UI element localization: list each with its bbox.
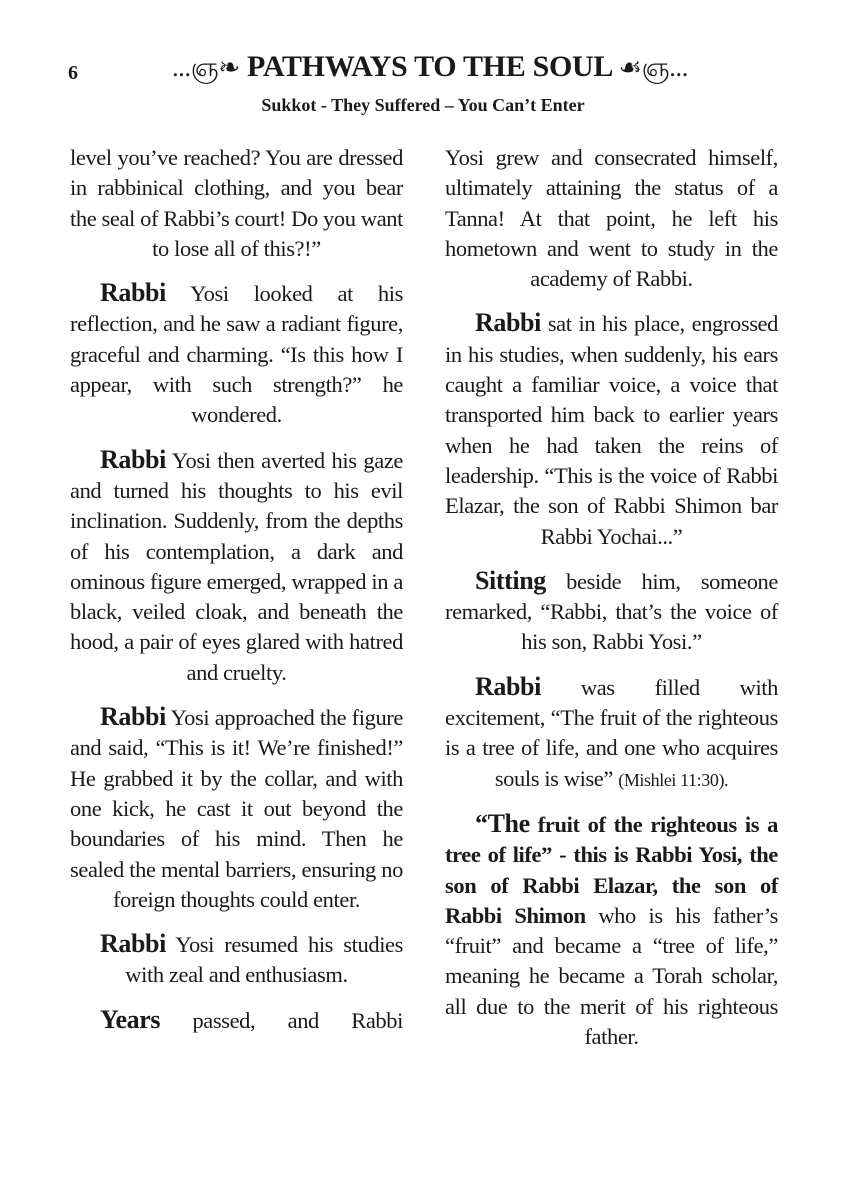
paragraph xyxy=(445,672,778,795)
lead-word: Rabbi xyxy=(100,702,166,732)
lead-word: Sitting xyxy=(475,565,546,595)
lead-word: Rabbi xyxy=(100,929,166,959)
paragraph-text: beside him, someone remarked, “Rabbi, that’s the voice of his son, Rabbi Yosi.” xyxy=(445,568,778,655)
paragraph xyxy=(445,566,778,658)
paragraph-text: Yosi resumed his studies with zeal and enthusiasm. xyxy=(125,932,403,988)
lead-word: Rabbi xyxy=(100,278,166,308)
bold-phrase: fruit of the righteous is a tree of life” - this is Rabbi Yosi, the son of Rabbi Elazar, the son of Rabbi Shimon xyxy=(445,811,778,928)
right-column xyxy=(445,143,778,1066)
paragraph xyxy=(445,308,778,551)
paragraph-text: was filled with excitement, “The fruit of the righteous is a tree of life, and one who acquires souls is wise” xyxy=(445,674,778,791)
page-number: 6 xyxy=(68,62,78,84)
paragraph xyxy=(70,278,403,430)
paragraph-text: Yosi approached the figure and said, “This is it! We’re finished!” He grabbed it by the collar, and with one kick, he cast it out beyond the boundaries of his mind. Then he sealed the mental barriers, ensuring no foreign thoughts could enter. xyxy=(70,705,403,912)
verse-reference: (Mishlei 11:30). xyxy=(618,769,729,790)
ornament-left-icon: ...ஞ❧ xyxy=(172,53,240,82)
lead-word: Years xyxy=(100,1004,161,1034)
paragraph xyxy=(70,702,403,915)
chapter-subtitle: Sukkot - They Suffered – You Can’t Enter xyxy=(261,95,585,115)
paragraph-text: passed, and Rabbi xyxy=(160,1007,403,1033)
paragraph xyxy=(70,929,403,991)
paragraph xyxy=(70,445,403,688)
lead-word: Rabbi xyxy=(475,671,541,701)
paragraph xyxy=(70,1005,403,1036)
paragraph xyxy=(445,809,778,1052)
paragraph: Yosi grew and consecrated himself, ultimately attaining the status of a Tanna! At that point, he left his hometown and went to study in the academy of Rabbi. xyxy=(445,145,778,292)
paragraph: level you’ve reached? You are dressed in rabbinical clothing, and you bear the seal of Rabbi’s court! Do you want to lose all of this?!” xyxy=(70,145,403,261)
paragraph-text: who is his father’s “fruit” and became a “tree of life,” meaning he became a Torah scholar, all due to the merit of his righteous father. xyxy=(445,902,778,1050)
paragraph-text: Yosi looked at his reflection, and he saw a radiant figure, graceful and charming. “Is this how I appear, with such strength?” he wondered. xyxy=(70,281,403,428)
lead-word: Rabbi xyxy=(475,308,541,338)
book-title: PATHWAYS TO THE SOUL xyxy=(247,50,612,83)
left-column xyxy=(70,143,403,1050)
ornament-right-icon: ☙ஞ... xyxy=(618,53,688,82)
lead-word: Rabbi xyxy=(100,444,166,474)
lead-word: “The xyxy=(475,808,530,838)
running-title xyxy=(130,50,730,86)
paragraph-text: sat in his place, engrossed in his studies, when suddenly, his ears caught a familiar voice, a voice that transported him back to earlier years when he had taken the reins of leadership. “This is the voice of Rabbi Elazar, the son of Rabbi Shimon bar Rabbi Yochai...” xyxy=(445,311,778,549)
paragraph-text: Yosi then averted his gaze and turned his thoughts to his evil inclination. Suddenly, from the depths of his contemplation, a dark and ominous figure emerged, wrapped in a black, veiled cloak, and beneath the hood, a pair of eyes glared with hatred and cruelty. xyxy=(70,447,403,685)
